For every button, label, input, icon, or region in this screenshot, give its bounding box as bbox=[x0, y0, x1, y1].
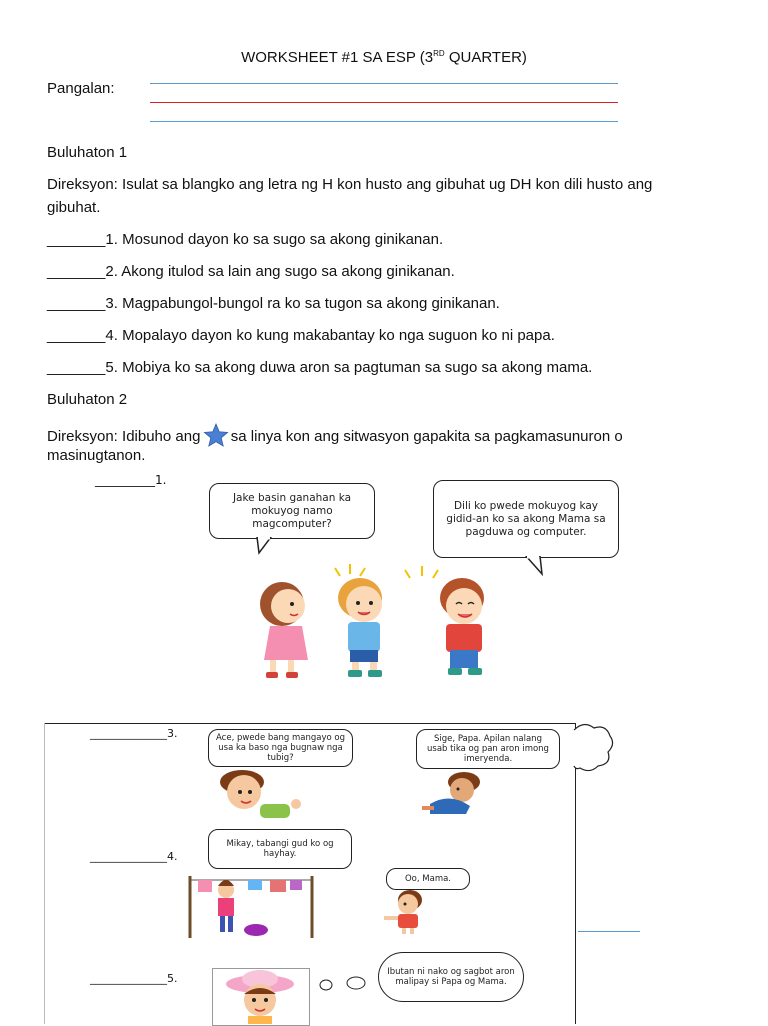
scenario-5-thought-bubble: Ibutan ni nako og sagbot aron malipay si Papa og Mama. bbox=[378, 952, 524, 1002]
boy-red-figure bbox=[405, 566, 484, 675]
task1-directions-line1: Direksyon: Isulat sa blangko ang letra ng H kon husto ang gibuhat ug DH kon dili husto ang bbox=[47, 176, 653, 193]
stray-line bbox=[578, 931, 640, 932]
task1-directions-line2: gibuhat. bbox=[47, 199, 101, 216]
task1-item-3[interactable]: _______3. Magpabungol-bungol ra ko sa tugon sa akong ginikanan. bbox=[47, 295, 500, 312]
star-icon bbox=[203, 423, 229, 447]
name-line-middle[interactable] bbox=[150, 102, 618, 103]
children-illustration bbox=[240, 560, 530, 685]
scenario-3-answer-line[interactable]: ______________3. bbox=[90, 727, 178, 740]
task2-directions-line2: masinugtanon. bbox=[47, 447, 146, 464]
scenario-1-bubble-left: Jake basin ganahan ka mokuyog namo magcomputer? bbox=[209, 483, 375, 539]
boy-ace-illustration bbox=[214, 768, 309, 822]
boy-blue-figure bbox=[335, 564, 382, 677]
scenario-3-bubble-left: Ace, pwede bang mangayo og usa ka baso nga bugnaw nga tubig? bbox=[208, 729, 353, 767]
cloud-bubble-fragment bbox=[572, 722, 614, 778]
scenario-3-bubble-right: Sige, Papa. Apilan nalang usab tika og pan aron imong imeryenda. bbox=[416, 729, 560, 769]
task2-directions-line1: Direksyon: Idibuho ang sa linya kon ang sitwasyon gapakita sa pagkamasunuron o bbox=[47, 423, 623, 447]
father-illustration bbox=[420, 770, 490, 814]
task1-heading: Buluhaton 1 bbox=[47, 144, 128, 161]
girl-mikay-illustration bbox=[380, 888, 430, 934]
panel-border-left bbox=[44, 723, 45, 1024]
scenario-4-bubble-left: Mikay, tabangi gud ko og hayhay. bbox=[208, 829, 352, 869]
name-line-bottom bbox=[150, 121, 618, 122]
task1-item-5[interactable]: _______5. Mobiya ko sa akong duwa aron sa pagtuman sa sugo sa akong mama. bbox=[47, 359, 593, 376]
name-line-top bbox=[150, 83, 618, 84]
name-label: Pangalan: bbox=[47, 80, 115, 97]
task1-item-2[interactable]: _______2. Akong itulod sa lain ang sugo sa akong ginikanan. bbox=[47, 263, 455, 280]
scenario-1-answer-line[interactable]: __________1. bbox=[95, 473, 167, 487]
task1-item-1[interactable]: _______1. Mosunod dayon ko sa sugo sa akong ginikanan. bbox=[47, 231, 444, 248]
scenario-1-bubble-right: Dili ko pwede mokuyog kay gidid-an ko sa akong Mama sa pagduwa og computer. bbox=[433, 480, 619, 558]
scenario-4-bubble-right: Oo, Mama. bbox=[386, 868, 470, 890]
scenario-4-answer-line[interactable]: ______________4. bbox=[90, 850, 178, 863]
scenario-5-answer-line[interactable]: ______________5. bbox=[90, 972, 178, 985]
child-with-hat-illustration bbox=[222, 968, 302, 1024]
girl-figure bbox=[260, 582, 308, 678]
panel-border-top bbox=[44, 723, 576, 724]
thought-dots bbox=[316, 975, 372, 993]
clothesline-illustration bbox=[186, 872, 316, 940]
bubble-tail bbox=[255, 537, 275, 555]
task1-item-4[interactable]: _______4. Mopalayo dayon ko kung makabantay ko nga suguon ko ni papa. bbox=[47, 327, 555, 344]
task2-heading: Buluhaton 2 bbox=[47, 391, 128, 408]
worksheet-title: WORKSHEET #1 SA ESP (3RD QUARTER) bbox=[241, 49, 527, 66]
